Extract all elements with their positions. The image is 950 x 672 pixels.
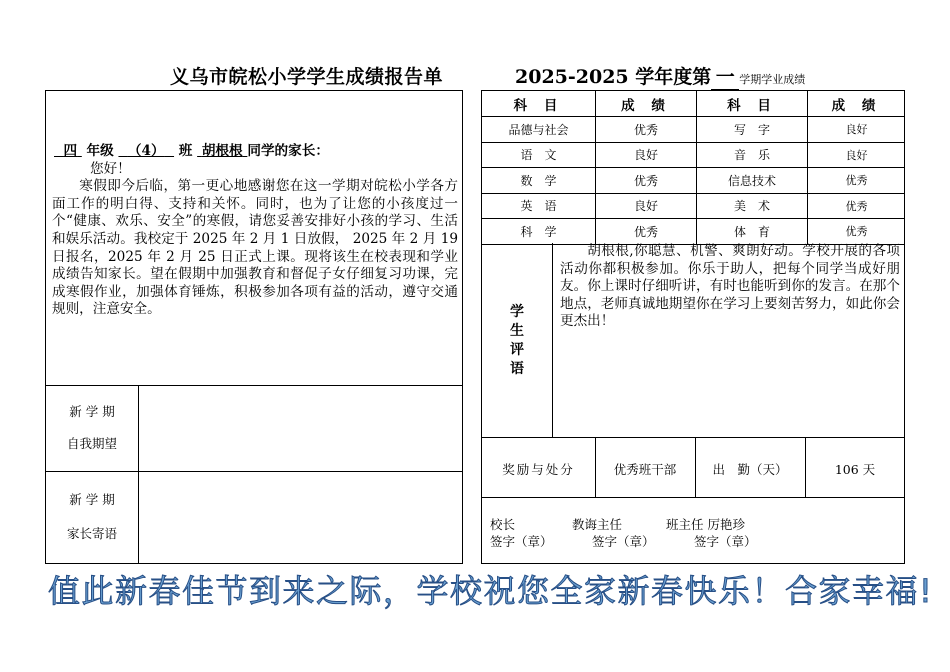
score-cell: 优秀 xyxy=(596,219,697,245)
principal-label: 校长 xyxy=(490,517,516,532)
self-expect-label-1: 新 学 期 xyxy=(69,404,115,419)
greeting: 您好！ xyxy=(90,160,131,177)
table-row xyxy=(482,117,905,143)
comment-label-char: 语 xyxy=(510,360,524,377)
comment-label-char: 生 xyxy=(510,322,524,339)
grades-header-row xyxy=(482,91,905,117)
term-title xyxy=(515,62,805,90)
awards-label: 奖励与处分 xyxy=(502,462,575,477)
score-cell: 优秀 xyxy=(808,168,906,194)
class-value: （4） xyxy=(127,143,165,159)
teacher-comment: 胡根根,你聪慧、机警、爽朗好动。学校开展的各项活动你都积极参加。你乐于助人，把每个同学当成好朋友。你上课时仔细听讲，有时也能听到你的发言。在那个地点，老师真诚地期望你在学习上要刻苦努力，如此你会更杰出！ xyxy=(560,243,900,330)
parent-note-field[interactable] xyxy=(139,472,462,563)
table-row xyxy=(482,193,905,219)
term-suffix: 学期学业成绩 xyxy=(739,73,806,86)
table-row xyxy=(482,142,905,168)
letter-heading xyxy=(54,143,458,161)
school-title: 义乌市皖松小学学生成绩报告单 xyxy=(170,66,444,88)
comment-divider xyxy=(552,243,553,437)
subject-cell: 信息技术 xyxy=(697,168,808,194)
awards-bottom-line xyxy=(482,497,904,498)
score-cell: 良好 xyxy=(808,142,906,168)
self-expect-label-2: 自我期望 xyxy=(66,436,117,451)
parent-note-label-2: 家长寄语 xyxy=(66,526,117,541)
parent-letter xyxy=(52,143,458,319)
teacher-seal: 签字（章） xyxy=(694,534,757,549)
score-cell: 良好 xyxy=(596,142,697,168)
score-cell: 优秀 xyxy=(596,168,697,194)
attendance-label: 出 勤（天） xyxy=(712,462,788,477)
subject-cell: 数 学 xyxy=(482,168,596,194)
dean-seal: 签字（章） xyxy=(592,534,655,549)
comment-label-char: 评 xyxy=(510,341,524,358)
header-subject-2: 科 目 xyxy=(697,91,808,117)
letter-body: 寒假即今后临，第一更心地感谢您在这一学期对皖松小学各方面工作的明白得、支持和关怀。同时，也为了让您的小孩度过一个“健康、欢乐、安全”的寒假，请您妥善安排好小孩的学习、生活和娱乐活动。我校定于 2025 年 2 月 1 日放假， 2025 年 2 月 19 日报名，2025 年 2 月 25 日正式上课。现将该生在校表现和学业成绩告知家长。望在假期中加强教育和督促子女仔细复习功课，完成寒假作业，加强体育锤炼，积极参加各项有益的活动，遵守交通规则，注意安全。 xyxy=(52,178,458,318)
score-cell: 优秀 xyxy=(596,117,697,143)
attendance-value: 106 天 xyxy=(834,462,876,477)
term-blank: 一 xyxy=(711,62,739,90)
subject-cell: 音 乐 xyxy=(697,142,808,168)
subject-cell: 写 字 xyxy=(697,117,808,143)
comment-label-char: 学 xyxy=(510,303,524,320)
grade-label: 年级 xyxy=(86,143,114,159)
subject-cell: 语 文 xyxy=(482,142,596,168)
greeting-banner: 值此新春佳节到来之际，学校祝您全家新春快乐！合家幸福! xyxy=(48,572,934,610)
header-subject-1: 科 目 xyxy=(482,91,596,117)
header-score-1: 成 绩 xyxy=(596,91,697,117)
dean-label: 教诲主任 xyxy=(572,517,623,532)
comment-label xyxy=(482,243,552,438)
student-name: 胡根根 xyxy=(201,143,243,159)
grades-table xyxy=(482,91,905,245)
class-label: 班 xyxy=(178,143,193,159)
awards-value: 优秀班干部 xyxy=(613,462,677,477)
grade-value: 四 xyxy=(63,143,78,159)
teacher-label: 班主任 厉艳珍 xyxy=(666,517,745,532)
right-panel xyxy=(481,90,905,564)
header-score-2: 成 绩 xyxy=(808,91,906,117)
score-cell: 良好 xyxy=(808,117,906,143)
left-panel xyxy=(45,90,463,564)
principal-seal: 签字（章） xyxy=(490,534,553,549)
subject-cell: 美 术 xyxy=(697,193,808,219)
subject-cell: 品德与社会 xyxy=(482,117,596,143)
awards-top-line xyxy=(482,437,904,438)
to-parents: 同学的家长： xyxy=(247,143,329,159)
table-row xyxy=(482,219,905,245)
subject-cell: 英 语 xyxy=(482,193,596,219)
score-cell: 良好 xyxy=(596,193,697,219)
score-cell: 优秀 xyxy=(808,193,906,219)
self-expect-field[interactable] xyxy=(139,386,462,470)
subject-cell: 体 育 xyxy=(697,219,808,245)
year-text: 2025-2025 学年度第 xyxy=(515,66,712,88)
parent-note-label-1: 新 学 期 xyxy=(69,492,115,507)
table-row xyxy=(482,168,905,194)
score-cell: 优秀 xyxy=(808,219,906,245)
subject-cell: 科 学 xyxy=(482,219,596,245)
